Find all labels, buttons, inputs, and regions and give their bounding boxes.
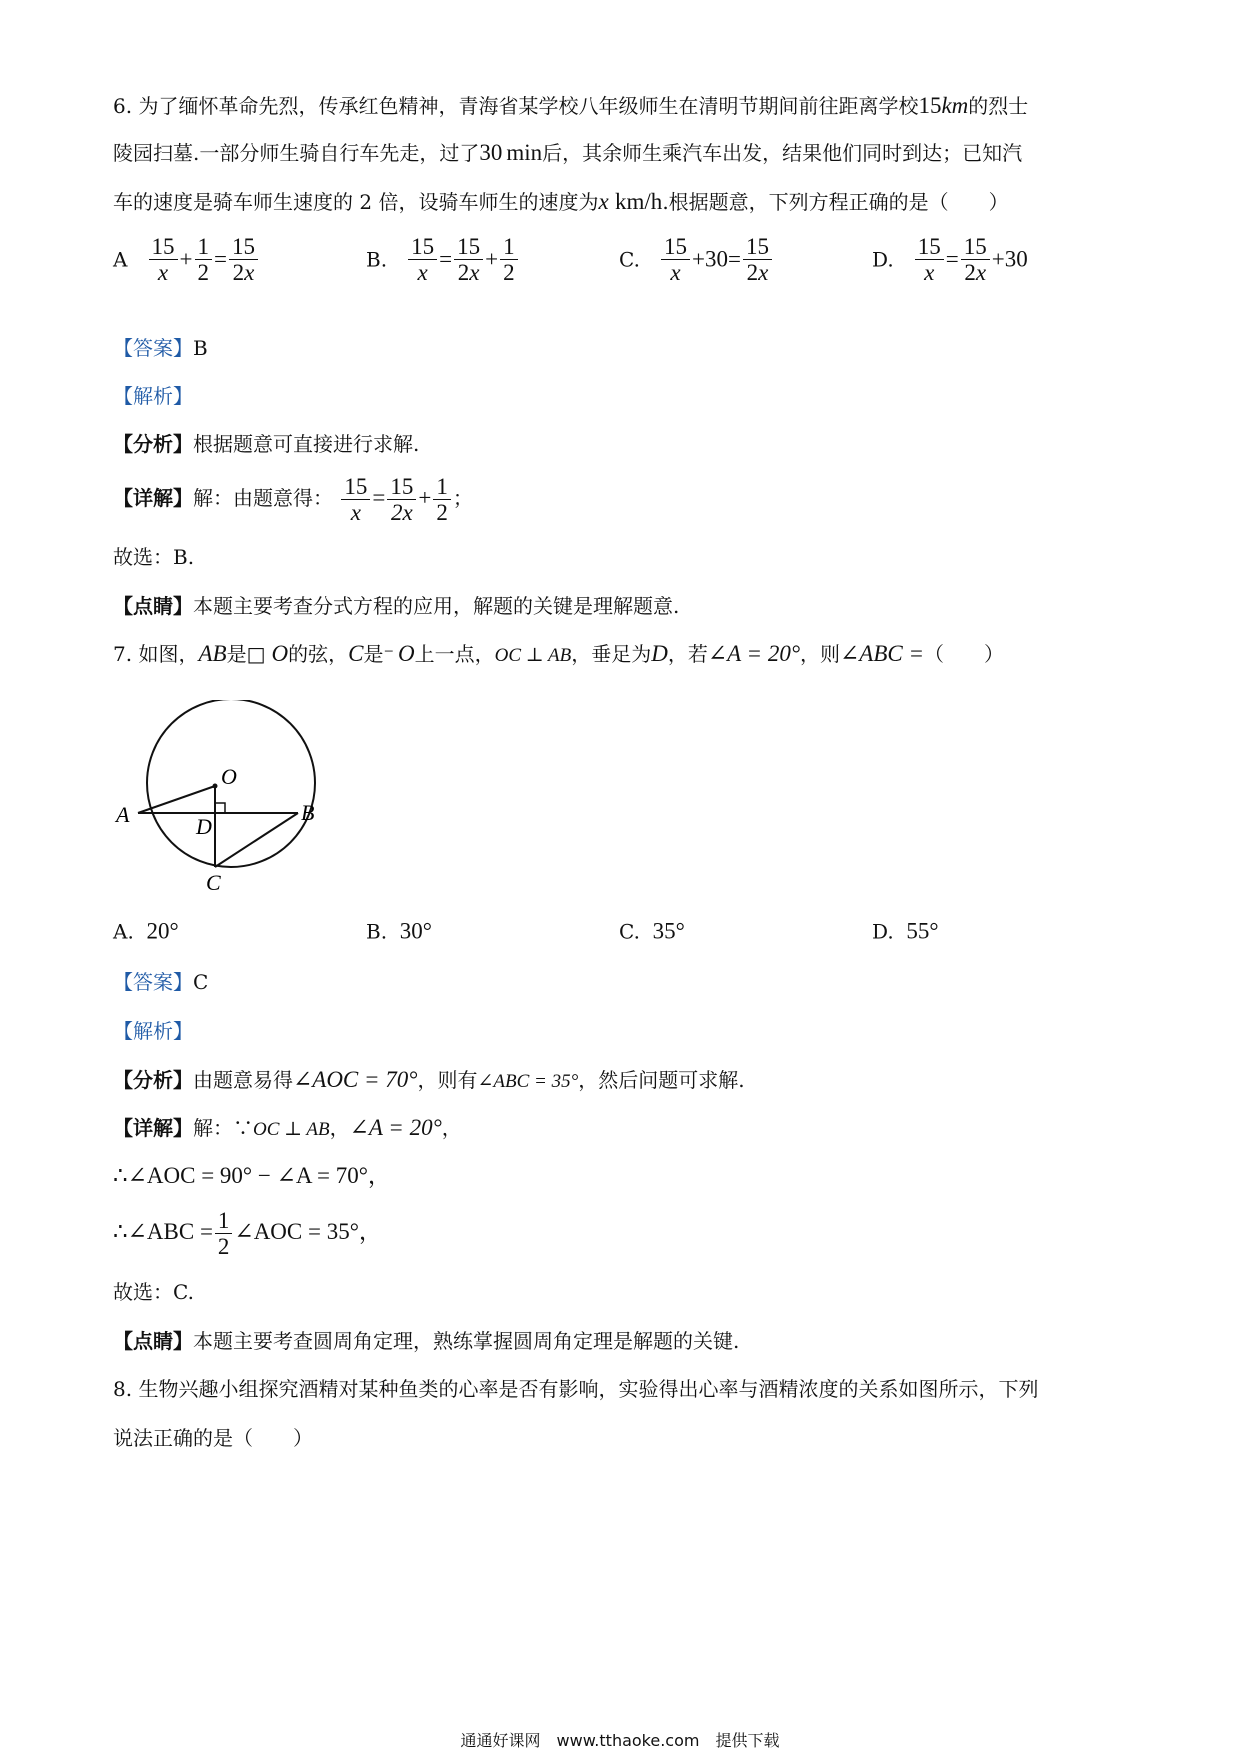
q7-option-c: C. 35° [619,918,685,944]
q7-step1: ∴∠AOC = 90° − ∠A = 70°， [113,1163,391,1188]
label-b: B [301,800,315,825]
q7-dianjing: 【点睛】本题主要考查圆周角定理，熟练掌握圆周角定理是解题的关键. [113,1329,740,1353]
fraction: $\frac{1}{2}$ [195,234,213,285]
q6-option-b: B. $\frac{15}{x}$ = $\frac{15}{2x}$ + $\frac{1}{2}$ [366,234,520,285]
q6-dianjing: 【点睛】本题主要考查分式方程的应用，解题的关键是理解题意. [113,594,680,618]
q6-jiexi: 【解析】 [113,384,193,408]
segment-bc [215,813,298,867]
q7-step2: ∴∠ABC = $\frac{1}{2}$ ∠AOC = 35°， [113,1208,382,1259]
label-o: O [221,764,237,789]
fraction: $\frac{15}{2x}$ [454,234,483,285]
label-a: A [116,802,130,827]
fraction: $\frac{1}{2}$ [215,1208,233,1259]
q8-stem-line1: 8. 生物兴趣小组探究酒精对某种鱼类的心率是否有影响，实验得出心率与酒精浓度的关系如图所示，下列 [113,1377,1039,1401]
label-c: C [206,870,221,895]
fraction: $\frac{1}{2}$ [433,474,451,525]
q6-option-c: C. $\frac{15}{x}$ +30= $\frac{15}{2x}$ [619,234,774,285]
q8-stem-line2: 说法正确的是（ ） [113,1426,313,1450]
q6-fenxi: 【分析】根据题意可直接进行求解. [113,432,420,456]
center-point [213,784,218,789]
q7-option-b: B. 30° [366,918,432,944]
q7-option-a: A. 20° [113,918,179,944]
fraction: $\frac{15}{x}$ [915,234,944,285]
q7-xiangjie: 【详解】解：∵OC ⊥ AB，∠A = 20°， [113,1115,462,1140]
fraction: $\frac{15}{2x}$ [961,234,990,285]
fraction: $\frac{1}{2}$ [500,234,518,285]
fraction: $\frac{15}{x}$ [341,474,370,525]
right-angle-mark [215,803,225,813]
q6-stem-line3: 车的速度是骑车师生速度的 2 倍，设骑车师生的速度为x km/h.根据题意，下列方程正确的是（ ） [113,189,1009,214]
q7-stem: 7. 如图，AB是□ O的弦，C是⁻ O上一点，OC ⊥ AB，垂足为D，若∠A = 20°，则∠ABC =（ ） [113,641,1004,666]
fraction: $\frac{15}{x}$ [661,234,690,285]
q6-answer: 【答案】B [113,336,208,360]
q6-xiangjie: 【详解】解：由题意得： $\frac{15}{x}$ = $\frac{15}{2x}$ + $\frac{1}{2}$ ； [113,474,473,525]
q7-option-d: D. 55° [872,918,939,944]
q7-jiexi: 【解析】 [113,1019,193,1043]
fraction: $\frac{15}{x}$ [149,234,178,285]
fraction: $\frac{15}{2x}$ [743,234,772,285]
q6-stem-line1: 6. 为了缅怀革命先烈，传承红色精神，青海省某学校八年级师生在清明节期间前往距离学校15km的烈士 [113,93,1029,118]
fraction: $\frac{15}{x}$ [408,234,437,285]
q6-guxuan: 故选：B. [113,545,195,569]
fraction: $\frac{15}{2x}$ [387,474,416,525]
q7-fenxi: 【分析】由题意易得∠AOC = 70°，则有∠ABC = 35°，然后问题可求解. [113,1067,745,1092]
q6-stem-line2: 陵园扫墓.一部分师生骑自行车先走，过了30 min后，其余师生乘汽车出发，结果他们同时到达；已知汽 [113,140,1023,165]
q7-answer: 【答案】C [113,970,209,994]
label-d: D [196,814,212,839]
circle-figure [100,700,350,910]
fraction: $\frac{15}{2x}$ [229,234,258,285]
page-footer: 通通好课网 www.tthaoke.com 提供下载 [460,1731,780,1750]
q6-option-a: A $\frac{15}{x}$ + $\frac{1}{2}$ = $\frac{15}{2x}$ [113,234,260,285]
q7-guxuan: 故选：C. [113,1280,194,1304]
q6-option-d: D. $\frac{15}{x}$ = $\frac{15}{2x}$ +30 [872,234,1028,285]
